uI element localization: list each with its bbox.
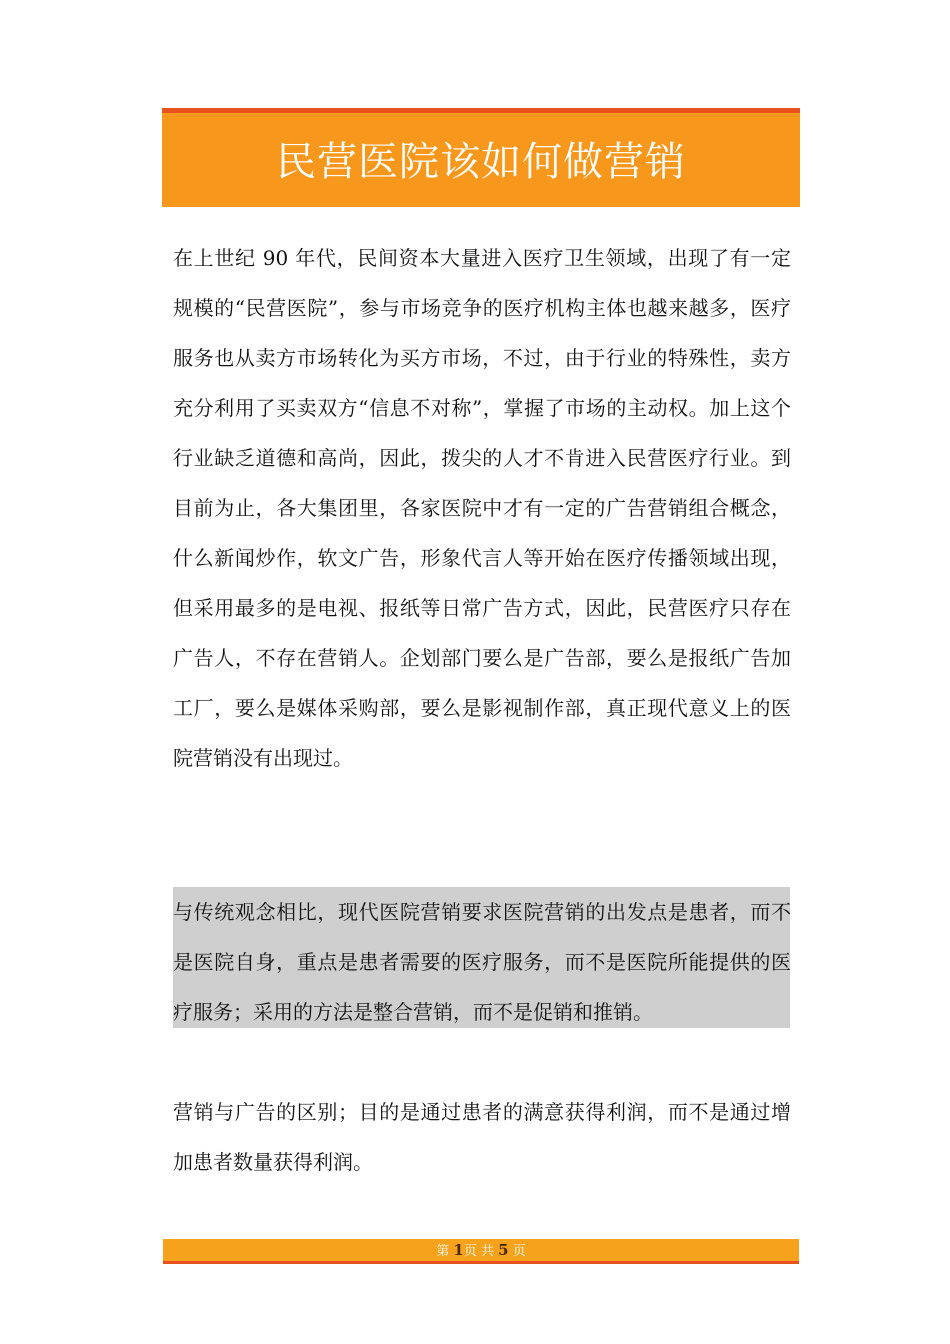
paragraph-marketing-vs-ads: 营销与广告的区别；目的是通过患者的满意获得利润，而不是通过增加患者数量获得利润。 [173,1100,791,1174]
footer-middle: 页 共 [463,1244,494,1259]
current-page-number: 1 [453,1241,464,1259]
footer-suffix: 页 [512,1244,526,1259]
paragraph-intro: 在上世纪 90 年代，民间资本大量进入医疗卫生领域，出现了有一定规模的“民营医院”，参与市场竞争的医疗机构主体也越来越多，医疗服务也从卖方市场转化为买方市场，不过，由于行业的特殊性，卖方充分利用了买卖双方“信息不对称”，掌握了市场的主动权。加上这个行业缺乏道德和高尚，因此，拨尖的人才不肯进入民营医疗行业。到目前为止，各大集团里，各家医院中才有一定的广告营销组合概念，什么新闻炒作，软文广告，形象代言人等开始在医疗传播领域出现，但采用最多的是电视、报纸等日常广告方式，因此，民营医疗只存在广告人，不存在营销人。企划部门要么是广告部，要么是报纸广告加工厂，要么是媒体采购部，要么是影视制作部，真正现代意义上的医院营销没有出现过。 [173,246,791,770]
page-footer [163,1239,799,1264]
total-pages-number: 5 [498,1241,509,1259]
document-title: 民营医院该如何做营销 [276,138,686,185]
paragraph-highlighted: 与传统观念相比，现代医院营销要求医院营销的出发点是患者，而不是医院自身，重点是患者需要的医疗服务，而不是医院所能提供的医疗服务；采用的方法是整合营销，而不是促销和推销。 [173,900,791,1024]
footer-prefix: 第 [436,1244,450,1259]
title-banner [162,108,800,207]
